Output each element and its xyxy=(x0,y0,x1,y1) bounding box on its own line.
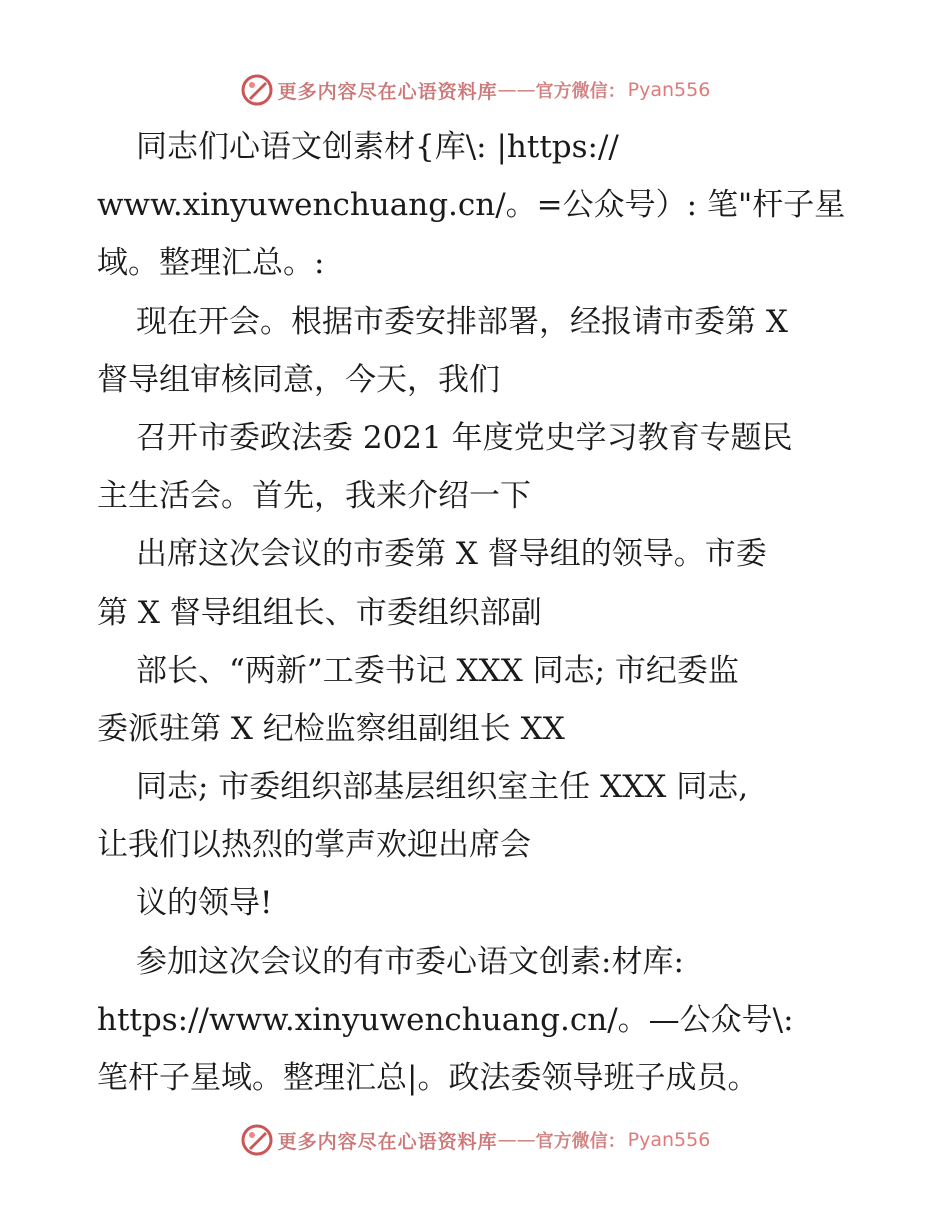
text-line: 同志; 市委组织部基层组织室主任 XXX 同志, xyxy=(136,769,749,806)
text-line: 域。整理汇总。: xyxy=(97,245,325,282)
text-line: 督导组审核同意，今天，我们 xyxy=(97,361,500,398)
text-line: 主生活会。首先，我来介绍一下 xyxy=(97,478,531,515)
document-body xyxy=(97,118,857,1107)
text-line: 参加这次会议的有市委心语文创素:材库: xyxy=(136,943,684,980)
text-line: https://www.xinyuwenchuang.cn/。—公众号\: xyxy=(97,1001,794,1038)
watermark-wechat-id: Pyan556 xyxy=(627,79,711,101)
watermark-text: 更多内容尽在心语资料库 xyxy=(277,1130,498,1153)
text-line: www.xinyuwenchuang.cn/。=公众号）: 笔"杆子星 xyxy=(97,187,846,224)
text-line: 出席这次会议的市委第 X 督导组的领导。市委 xyxy=(136,536,767,573)
text-line: 让我们以热烈的掌声欢迎出席会 xyxy=(97,827,531,864)
text-line: 现在开会。根据市委安排部署，经报请市委第 X xyxy=(136,303,788,340)
text-line: 同志们心语文创素材{库\: |https:// xyxy=(136,129,619,165)
pen-logo-icon xyxy=(240,1123,274,1157)
pen-logo-icon xyxy=(240,73,274,107)
watermark-text: 更多内容尽在心语资料库 xyxy=(277,80,498,103)
watermark-wechat-label: 官方微信： xyxy=(535,81,626,102)
watermark-wechat-label: 官方微信： xyxy=(535,1131,626,1152)
watermark-wechat-id: Pyan556 xyxy=(627,1129,711,1151)
text-line: 议的领导! xyxy=(136,885,273,922)
text-line: 召开市委政法委 2021 年度党史学习教育专题民 xyxy=(136,419,793,456)
text-line: 第 X 督导组组长、市委组织部副 xyxy=(97,594,542,631)
footer-watermark xyxy=(0,1120,950,1160)
text-line: 部长、“两新”工委书记 XXX 同志; 市纪委监 xyxy=(136,652,739,689)
header-watermark xyxy=(0,70,950,110)
watermark-separator: —— xyxy=(497,79,536,101)
text-line: 委派驻第 X 纪检监察组副组长 XX xyxy=(97,710,565,747)
text-line: 笔杆子星域。整理汇总|。政法委领导班子成员。 xyxy=(97,1060,759,1096)
watermark-separator: —— xyxy=(497,1129,536,1151)
